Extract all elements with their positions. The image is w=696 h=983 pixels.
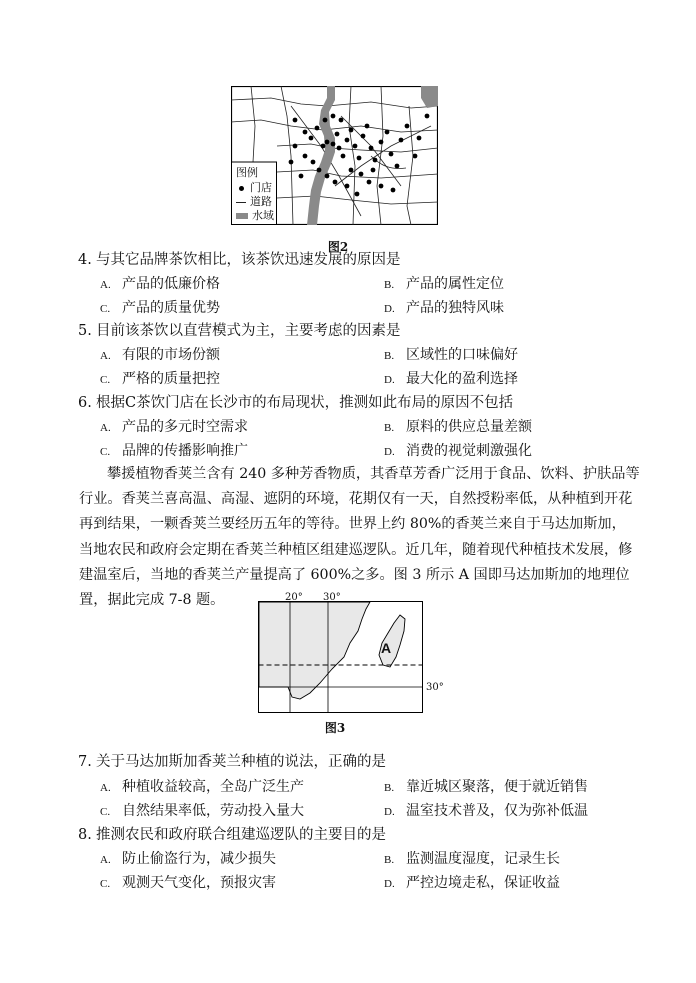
store-marker: [335, 132, 340, 137]
store-marker: [289, 160, 294, 165]
store-marker: [293, 144, 298, 149]
passage-line: 行业。香荚兰喜高温、高湿、遮阴的环境，花期仅有一天，自然授粉率低，从种植到开花: [79, 491, 633, 508]
question-stem: 根据C茶饮门店在长沙市的布局现状，推测如此布局的原因不包括: [96, 395, 514, 411]
water-swatch-icon: [236, 213, 248, 219]
question-stem: 推测农民和政府联合组建巡逻队的主要目的是: [96, 827, 386, 843]
question-stem: 目前该茶饮以直营模式为主，主要考虑的因素是: [96, 323, 401, 339]
passage-line: 当地农民和政府会定期在香荚兰种植区组建巡逻队。近几年，随着现代种植技术发展，修: [79, 541, 633, 558]
store-marker: [323, 118, 328, 123]
option-a: A. 产品的低廉价格: [100, 276, 220, 292]
question-number: 4.: [78, 252, 92, 268]
passage-line: 攀援植物香荚兰含有 240 多种芳香物质，其香草芳香广泛用于食品、饮料、护肤品等: [107, 466, 640, 482]
lat-label-30: 30°: [426, 682, 444, 693]
option-a: A. 种植收益较高，全岛广泛生产: [100, 779, 304, 795]
store-marker: [325, 140, 330, 145]
store-marker: [361, 134, 366, 139]
store-marker: [357, 156, 362, 161]
option-d: D. 温室技术普及，仅为弥补低温: [384, 803, 588, 819]
reading-passage: [79, 462, 640, 613]
store-marker: [349, 128, 354, 133]
store-marker: [425, 114, 430, 119]
legend-label-water: 水域: [252, 209, 274, 222]
option-c: C. 品牌的传播影响推广: [100, 443, 248, 459]
store-marker: [369, 146, 374, 151]
option-a: A. 有限的市场份额: [100, 347, 220, 363]
store-marker: [405, 124, 410, 129]
store-marker: [379, 140, 384, 145]
store-marker: [339, 118, 344, 123]
figure-2-map: [231, 86, 438, 225]
africa-map-graphic: [258, 597, 453, 717]
store-marker: [331, 114, 336, 119]
option-a: A. 防止偷盗行为，减少损失: [100, 851, 276, 867]
store-marker: [413, 154, 418, 159]
store-marker: [365, 124, 370, 129]
store-marker: [353, 144, 358, 149]
store-marker: [337, 146, 342, 151]
store-marker: [373, 158, 378, 163]
passage-line: 再到结果，一颗香荚兰要经历五年的等待。世界上约 80%的香荚兰来自于马达加斯加，: [79, 516, 626, 533]
store-marker: [303, 154, 308, 159]
store-marker: [395, 164, 400, 169]
question-stem: 与其它品牌茶饮相比，该茶饮迅速发展的原因是: [96, 252, 401, 268]
store-marker: [345, 138, 350, 143]
store-marker: [385, 130, 390, 135]
store-marker: [315, 126, 320, 131]
road-line-icon: [236, 202, 246, 203]
passage-line: 置，据此完成 7-8 题。: [79, 591, 225, 608]
store-marker: [345, 184, 350, 189]
store-marker: [309, 136, 314, 141]
question-number: 7.: [78, 754, 92, 770]
legend-title: 图例: [236, 166, 258, 179]
store-marker: [311, 160, 316, 165]
option-d: D. 产品的独特风味: [384, 300, 504, 316]
option-b: B. 原料的供应总量差额: [384, 419, 532, 435]
option-d: D. 最大化的盈利选择: [384, 371, 518, 387]
store-marker: [417, 136, 422, 141]
option-b: B. 区域性的口味偏好: [384, 347, 518, 363]
store-marker: [359, 172, 364, 177]
store-dot-icon: [239, 186, 244, 191]
store-marker: [331, 142, 336, 147]
store-marker: [321, 144, 326, 149]
store-marker: [299, 174, 304, 179]
store-marker: [399, 138, 404, 143]
option-c: C. 观测天气变化，预报灾害: [100, 875, 276, 891]
figure-2-caption: 图2: [327, 240, 349, 254]
option-c: C. 产品的质量优势: [100, 300, 220, 316]
legend-label-store: 门店: [250, 181, 272, 194]
passage-line: 建温室后，当地的香荚兰产量提高了 600%之多。图 3 所示 A 国即马达加斯加的地理位: [79, 566, 630, 583]
store-marker: [303, 130, 308, 135]
question-number: 8.: [78, 827, 92, 843]
option-a: A. 产品的多元时空需求: [100, 419, 248, 435]
store-marker: [333, 180, 338, 185]
store-marker: [379, 184, 384, 189]
country-label-a: A: [381, 640, 392, 656]
option-d: D. 严控边境走私，保证收益: [384, 875, 560, 891]
store-marker: [349, 168, 354, 173]
store-marker: [293, 118, 298, 123]
option-d: D. 消费的视觉刺激强化: [384, 443, 532, 459]
option-c: C. 自然结果率低，劳动投入量大: [100, 803, 304, 819]
store-marker: [341, 154, 346, 159]
store-marker: [371, 168, 376, 173]
option-b: B. 靠近城区聚落，便于就近销售: [384, 779, 588, 795]
option-b: B. 监测温度湿度，记录生长: [384, 851, 560, 867]
store-marker: [355, 192, 360, 197]
lon-label-30: 30°: [323, 592, 341, 603]
store-marker: [391, 188, 396, 193]
question-number: 5.: [78, 323, 92, 339]
store-marker: [367, 180, 372, 185]
store-marker: [325, 174, 330, 179]
legend-label-road: 道路: [250, 195, 272, 208]
question-number: 6.: [78, 395, 92, 411]
figure-3-map: [258, 592, 453, 717]
store-marker: [317, 168, 322, 173]
lon-label-20: 20°: [285, 592, 303, 603]
question-stem: 关于马达加斯加香荚兰种植的说法，正确的是: [96, 754, 386, 770]
store-marker: [389, 152, 394, 157]
legend-item-water: [236, 207, 274, 223]
option-c: C. 严格的质量把控: [100, 371, 220, 387]
option-b: B. 产品的属性定位: [384, 276, 504, 292]
figure-3-caption: 图3: [324, 721, 346, 735]
